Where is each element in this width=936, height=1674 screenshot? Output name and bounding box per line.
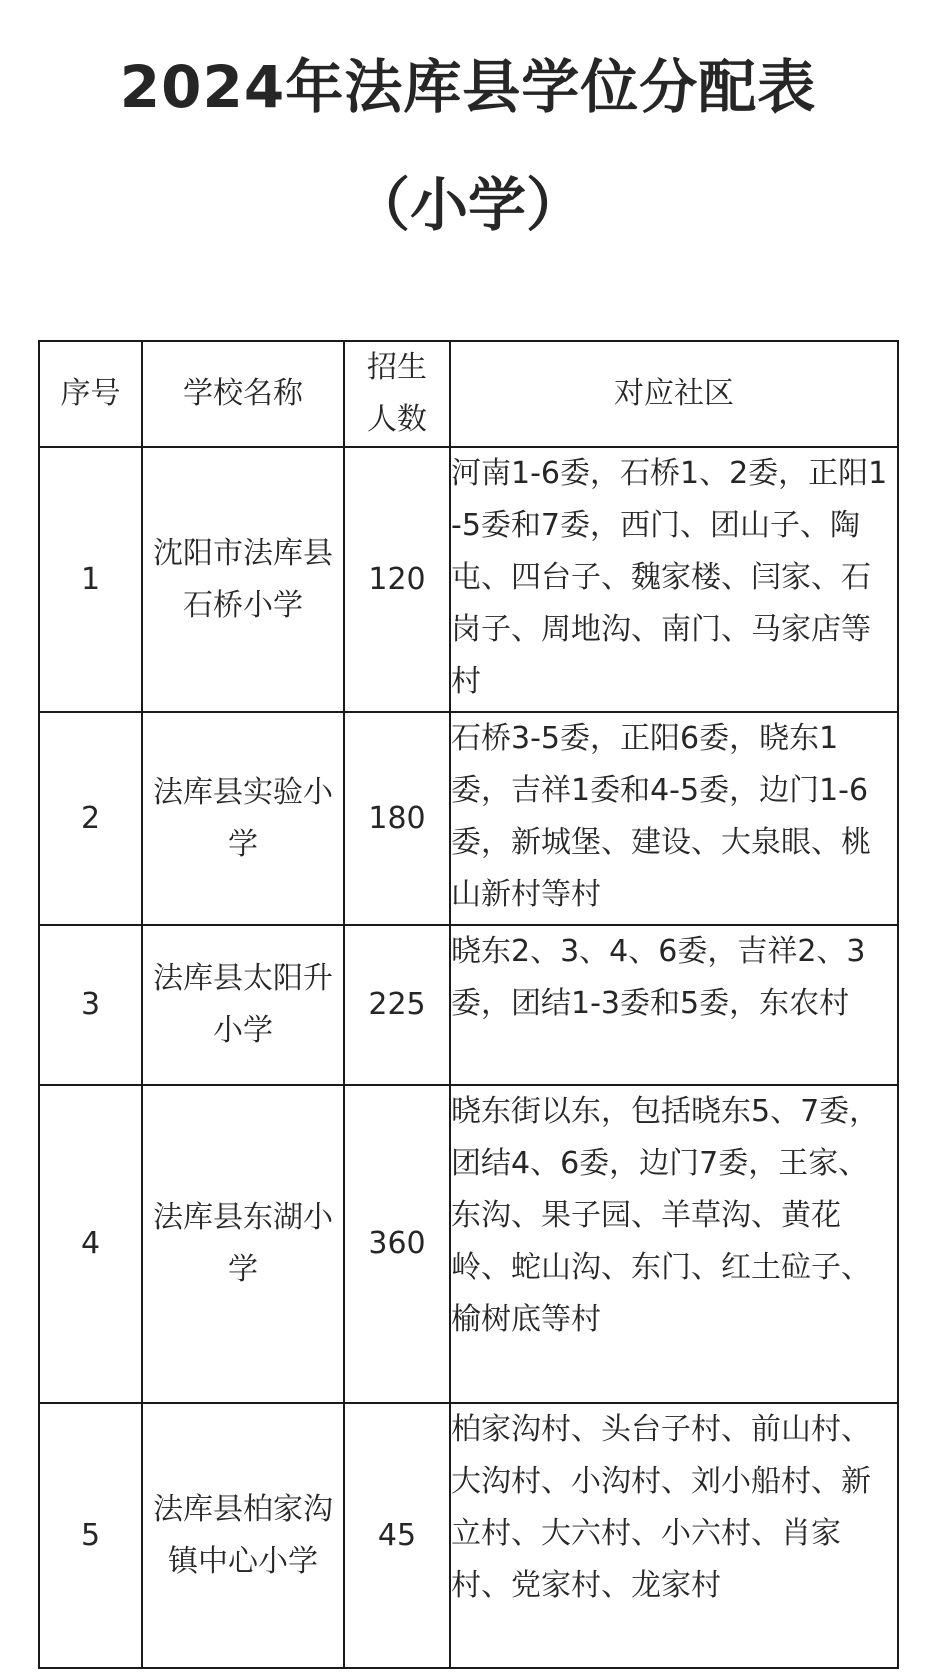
row-community xyxy=(450,1403,898,1668)
document-subtitle: （小学） xyxy=(351,171,584,239)
header-community: 对应社区 xyxy=(450,341,898,447)
row-no: 2 xyxy=(39,712,142,925)
row-community xyxy=(450,925,898,1085)
row-enroll: 45 xyxy=(344,1403,450,1668)
community-text: 石桥3-5委，正阳6委，晓东1委，吉祥1委和4-5委，边门1-6委，新城堡、建设、大泉眼、桃山新村等村 xyxy=(451,721,871,912)
table-row xyxy=(39,712,898,925)
row-school xyxy=(142,925,344,1085)
table-row xyxy=(39,447,898,712)
community-text: 柏家沟村、头台子村、前山村、大沟村、小沟村、刘小船村、新立村、大六村、小六村、肖家村、党家村、龙家村 xyxy=(451,1412,871,1603)
header-no: 序号 xyxy=(39,341,142,447)
row-enroll: 360 xyxy=(344,1085,450,1403)
row-school xyxy=(142,712,344,925)
table-header xyxy=(39,341,898,447)
allocation-table xyxy=(38,340,899,1669)
row-school xyxy=(142,1403,344,1668)
row-school xyxy=(142,447,344,712)
row-school xyxy=(142,1085,344,1403)
community-text: 晓东2、3、4、6委，吉祥2、3委，团结1-3委和5委，东农村 xyxy=(451,934,866,1021)
row-enroll: 225 xyxy=(344,925,450,1085)
row-community xyxy=(450,447,898,712)
school-name: 沈阳市法库县石桥小学 xyxy=(153,535,333,623)
document-title: 2024年法库县学位分配表 xyxy=(119,53,817,121)
row-enroll: 120 xyxy=(344,447,450,712)
row-no: 1 xyxy=(39,447,142,712)
row-no: 4 xyxy=(39,1085,142,1403)
row-no: 3 xyxy=(39,925,142,1085)
header-enroll xyxy=(344,341,450,447)
header-enroll-label: 招生人数 xyxy=(367,350,427,437)
row-enroll: 180 xyxy=(344,712,450,925)
row-community xyxy=(450,712,898,925)
community-text: 河南1-6委，石桥1、2委，正阳1-5委和7委，西门、团山子、陶屯、四台子、魏家楼、闫家、石岗子、周地沟、南门、马家店等村 xyxy=(451,456,888,699)
school-name: 法库县东湖小学 xyxy=(153,1200,333,1287)
table-row xyxy=(39,1403,898,1668)
row-community xyxy=(450,1085,898,1403)
header-school: 学校名称 xyxy=(142,341,344,447)
table-body xyxy=(39,447,898,1668)
school-name: 法库县柏家沟镇中心小学 xyxy=(153,1491,333,1579)
community-text: 晓东街以东，包括晓东5、7委，团结4、6委，边门7委，王家、东沟、果子园、羊草沟、黄花岭、蛇山沟、东门、红土砬子、榆树底等村 xyxy=(451,1094,880,1337)
school-name: 法库县太阳升小学 xyxy=(153,961,333,1048)
school-name: 法库县实验小学 xyxy=(153,774,333,862)
header-row xyxy=(39,341,898,447)
row-no: 5 xyxy=(39,1403,142,1668)
table-row xyxy=(39,1085,898,1403)
table-row xyxy=(39,925,898,1085)
